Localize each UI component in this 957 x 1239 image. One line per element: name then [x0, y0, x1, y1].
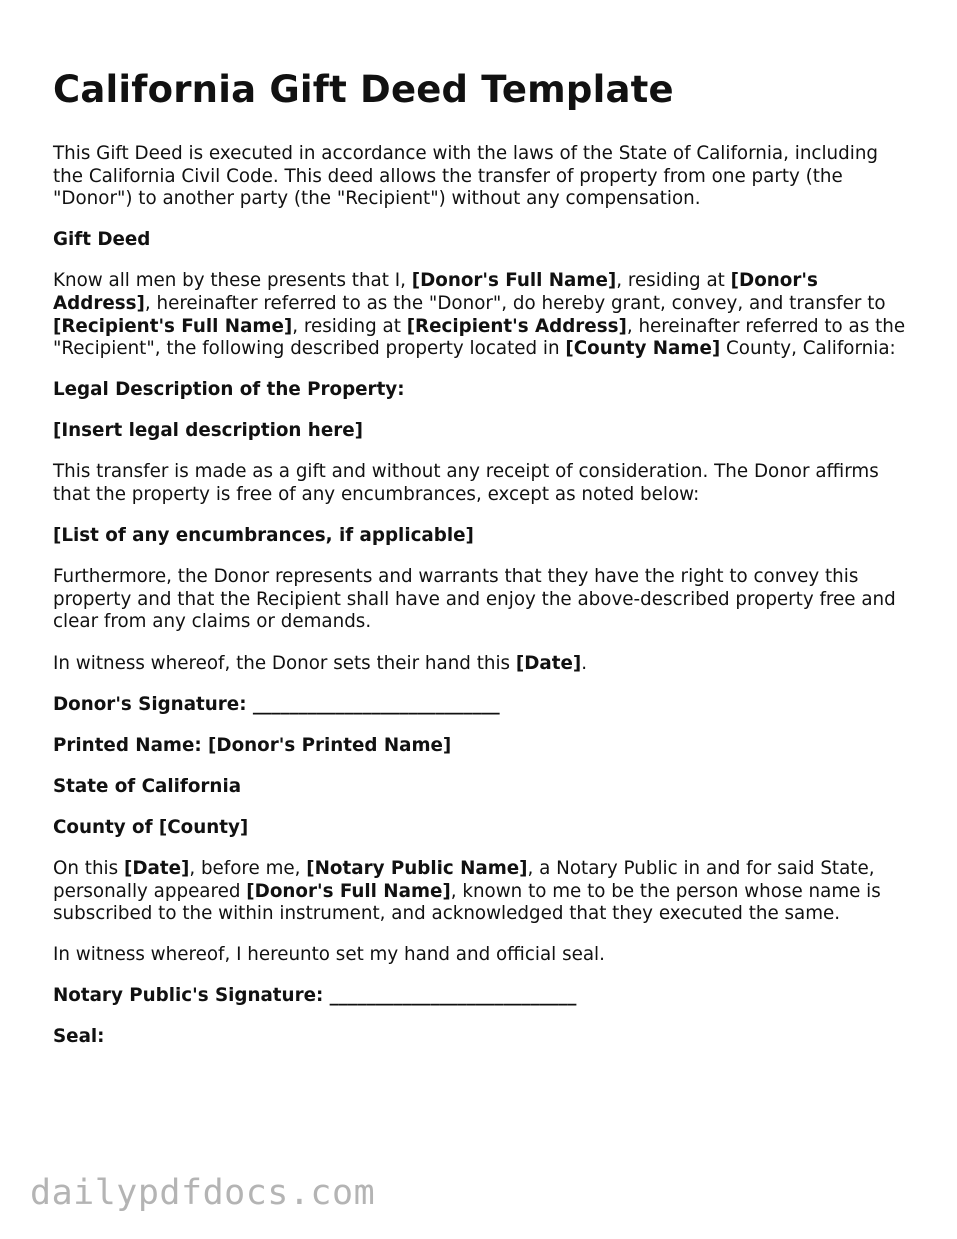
- legal-description-placeholder: [Insert legal description here]: [53, 420, 363, 442]
- legal-description-heading: Legal Description of the Property:: [53, 379, 405, 401]
- notary-signature-line: Notary Public's Signature: ___________________________: [53, 985, 577, 1007]
- notary-text: , a Notary Public in and for said State, personally appeared: [53, 857, 875, 902]
- donor-signature-line: Donor's Signature: ___________________________: [53, 693, 500, 715]
- notary-text: , before me,: [189, 857, 307, 879]
- county-name-placeholder: [County Name]: [565, 338, 721, 360]
- state-line: State of California: [53, 775, 242, 797]
- donor-name-placeholder: [Donor's Full Name]: [246, 880, 451, 902]
- notary-text: On this: [53, 857, 124, 879]
- county-line: County of [County]: [53, 816, 249, 838]
- notary-text: , known to me to be the person whose name is subscribed to the within instrument, and acknowledged that they executed the same.: [53, 880, 881, 925]
- date-placeholder: [Date]: [123, 857, 190, 879]
- grant-text: , residing at: [292, 315, 407, 337]
- watermark-text: dailypdfdocs.com: [30, 1173, 376, 1213]
- seal-label: Seal:: [53, 1026, 105, 1048]
- gift-deed-heading: Gift Deed: [53, 229, 151, 251]
- recipient-address-placeholder: [Recipient's Address]: [406, 315, 627, 337]
- intro-paragraph: This Gift Deed is executed in accordance with the laws of the State of California, including the California Civil Code. This deed allows the transfer of property from one party (the "Donor") to another party (the "Recipient") without any compensation.: [53, 143, 879, 210]
- grant-paragraph: [53, 270, 908, 360]
- encumbrances-placeholder: [List of any encumbrances, if applicable]: [53, 525, 474, 547]
- document-title: California Gift Deed Template: [53, 68, 674, 111]
- date-placeholder: [Date]: [515, 652, 582, 674]
- donor-name-placeholder: [Donor's Full Name]: [411, 270, 617, 292]
- grant-text: , hereinafter referred to as the "Donor", do hereby grant, convey, and transfer to: [144, 292, 886, 314]
- notary-witness-paragraph: In witness whereof, I hereunto set my hand and official seal.: [53, 944, 605, 966]
- grant-text: County, California:: [720, 338, 896, 360]
- witness-text: In witness whereof, the Donor sets their hand this: [53, 652, 516, 674]
- donor-witness-paragraph: [53, 653, 908, 676]
- notary-acknowledgment-paragraph: [53, 858, 908, 926]
- recipient-name-placeholder: [Recipient's Full Name]: [53, 315, 293, 337]
- grant-text: Know all men by these presents that I,: [53, 270, 412, 292]
- document-page: [53, 64, 908, 1068]
- warranty-paragraph: Furthermore, the Donor represents and warrants that they have the right to convey this property and that the Recipient shall have and enjoy the above-described property free and clear from any claims or demands.: [53, 566, 896, 633]
- grant-text: , hereinafter referred to as the "Recipient", the following described property located in: [53, 315, 906, 360]
- grant-text: , residing at: [616, 270, 731, 292]
- printed-name-line: Printed Name: [Donor's Printed Name]: [53, 734, 452, 756]
- donor-address-placeholder: [Donor's Address]: [53, 270, 818, 314]
- notary-name-placeholder: [Notary Public Name]: [306, 857, 528, 879]
- transfer-paragraph: This transfer is made as a gift and without any receipt of consideration. The Donor affirms that the property is free of any encumbrances, except as noted below:: [53, 461, 879, 506]
- witness-text: .: [581, 652, 588, 674]
